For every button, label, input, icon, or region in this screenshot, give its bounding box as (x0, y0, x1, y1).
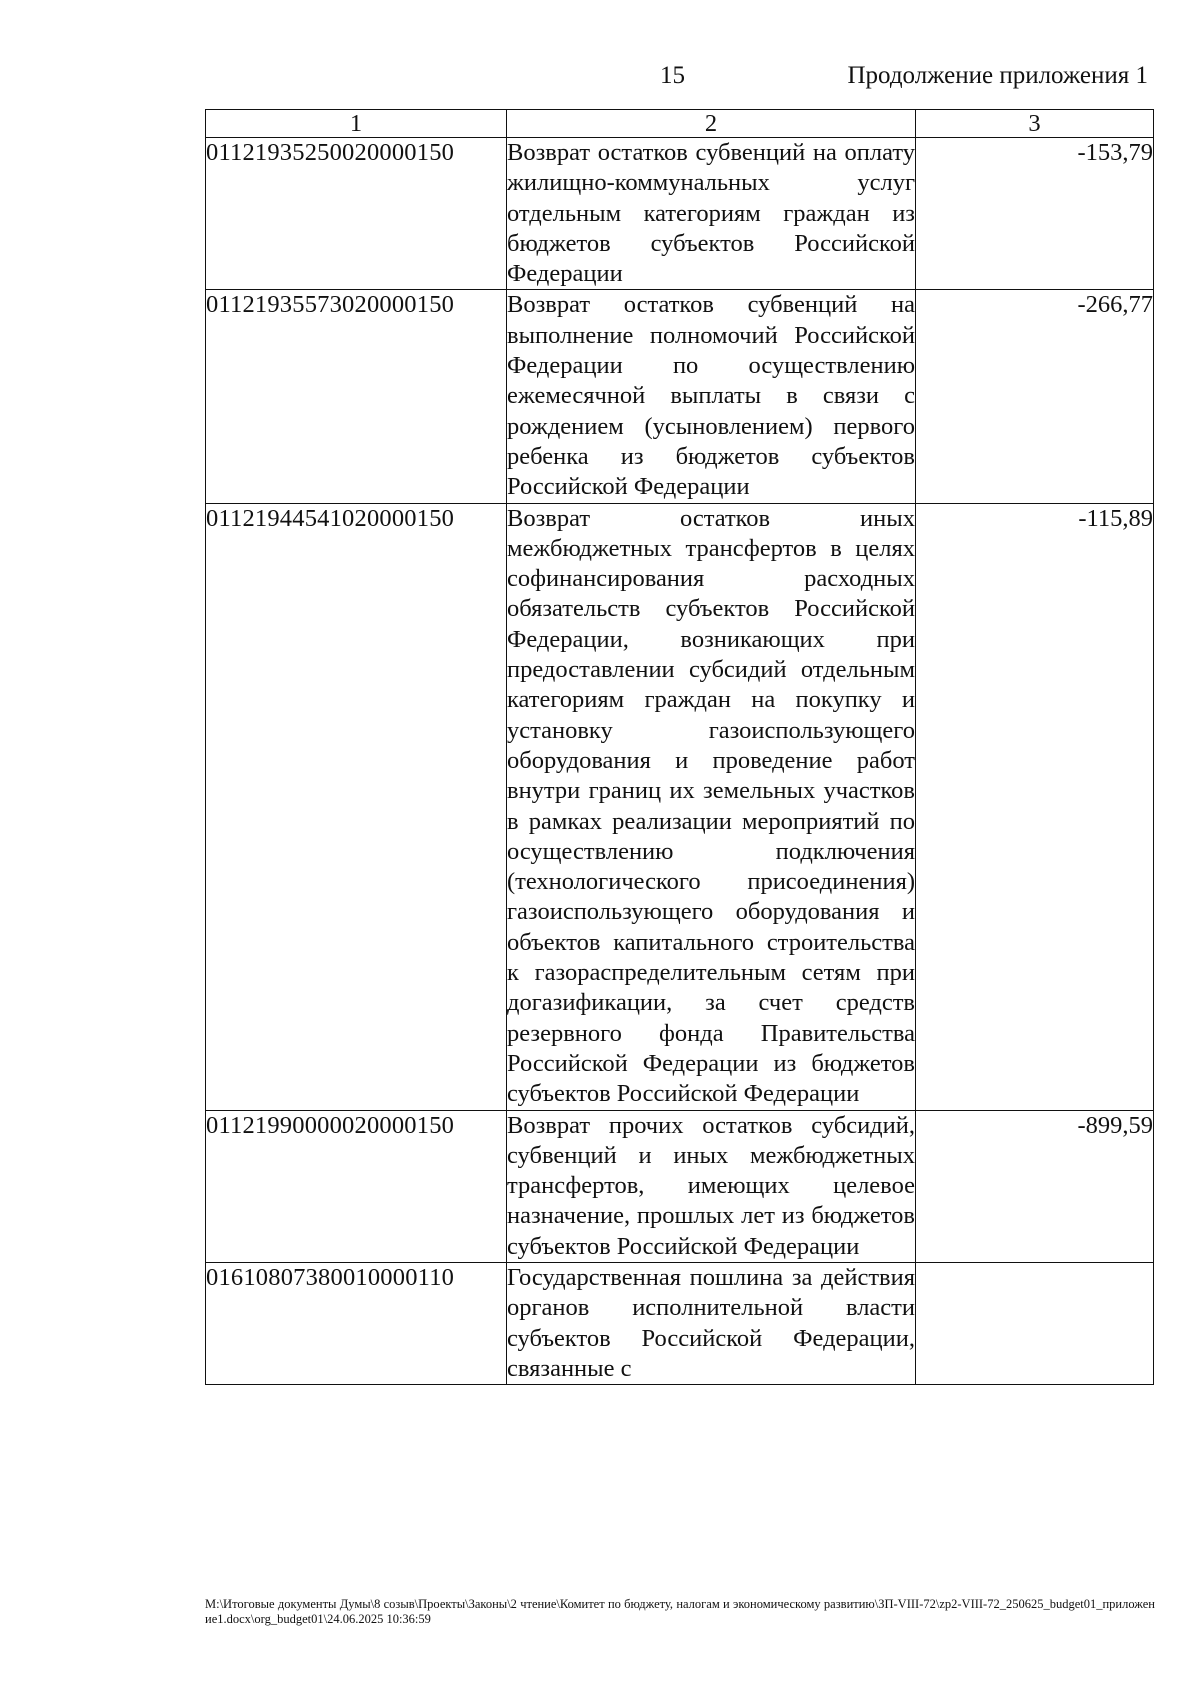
row-amount: -115,89 (916, 503, 1154, 1110)
row-amount (916, 1262, 1154, 1384)
column-header-2: 2 (507, 110, 916, 138)
row-code: 01121935573020000150 (206, 290, 507, 503)
continuation-label: Продолжение приложения 1 (847, 62, 1148, 89)
row-description: Возврат остатков иных межбюджетных трансфертов в целях софинансирования расходных обязательств субъектов Российской Федерации, возникающих при предоставлении субсидий отдельным категориям граждан на покупку и установку газоиспользующего оборудования и проведение работ внутри границ их земельных участков в рамках реализации мероприятий по осуществлению подключения (технологического присоединения) газоиспользующего оборудования и объектов капитального строительства к газораспределительным сетям при догазификации, за счет средств резервного фонда Правительства Российской Федерации из бюджетов субъектов Российской Федерации (507, 503, 916, 1110)
row-description: Возврат остатков субвенций на оплату жилищно-коммунальных услуг отдельным категориям граждан из бюджетов субъектов Российской Федерации (507, 138, 916, 290)
column-header-3: 3 (916, 110, 1154, 138)
page-number: 15 (660, 62, 685, 89)
footer-file-path: М:\Итоговые документы Думы\8 созыв\Проекты\Законы\2 чтение\Комитет по бюджету, налогам и экономическому развитию\ЗП-VIII-72\zp2-VIII-72_250625_budget01_приложение1.docx\org_budget01\24.06.2025 10:36:59 (205, 1597, 1155, 1626)
row-amount: -153,79 (916, 138, 1154, 290)
row-code: 01610807380010000110 (206, 1262, 507, 1384)
row-amount: -899,59 (916, 1110, 1154, 1262)
row-code: 01121935250020000150 (206, 138, 507, 290)
row-description: Возврат прочих остатков субсидий, субвенций и иных межбюджетных трансфертов, имеющих целевое назначение, прошлых лет из бюджетов субъектов Российской Федерации (507, 1110, 916, 1262)
row-description: Возврат остатков субвенций на выполнение полномочий Российской Федерации по осуществлению ежемесячной выплаты в связи с рождением (усыновлением) первого ребенка из бюджетов субъектов Российской Федерации (507, 290, 916, 503)
table-row (206, 138, 1154, 290)
row-code: 01121990000020000150 (206, 1110, 507, 1262)
table-row (206, 290, 1154, 503)
table-row (206, 503, 1154, 1110)
row-description: Государственная пошлина за действия органов исполнительной власти субъектов Российской Федерации, связанные с (507, 1262, 916, 1384)
table-header-row (206, 110, 1154, 138)
table-row (206, 1110, 1154, 1262)
column-header-1: 1 (206, 110, 507, 138)
budget-table (205, 109, 1154, 1385)
table-row (206, 1262, 1154, 1384)
row-code: 01121944541020000150 (206, 503, 507, 1110)
row-amount: -266,77 (916, 290, 1154, 503)
